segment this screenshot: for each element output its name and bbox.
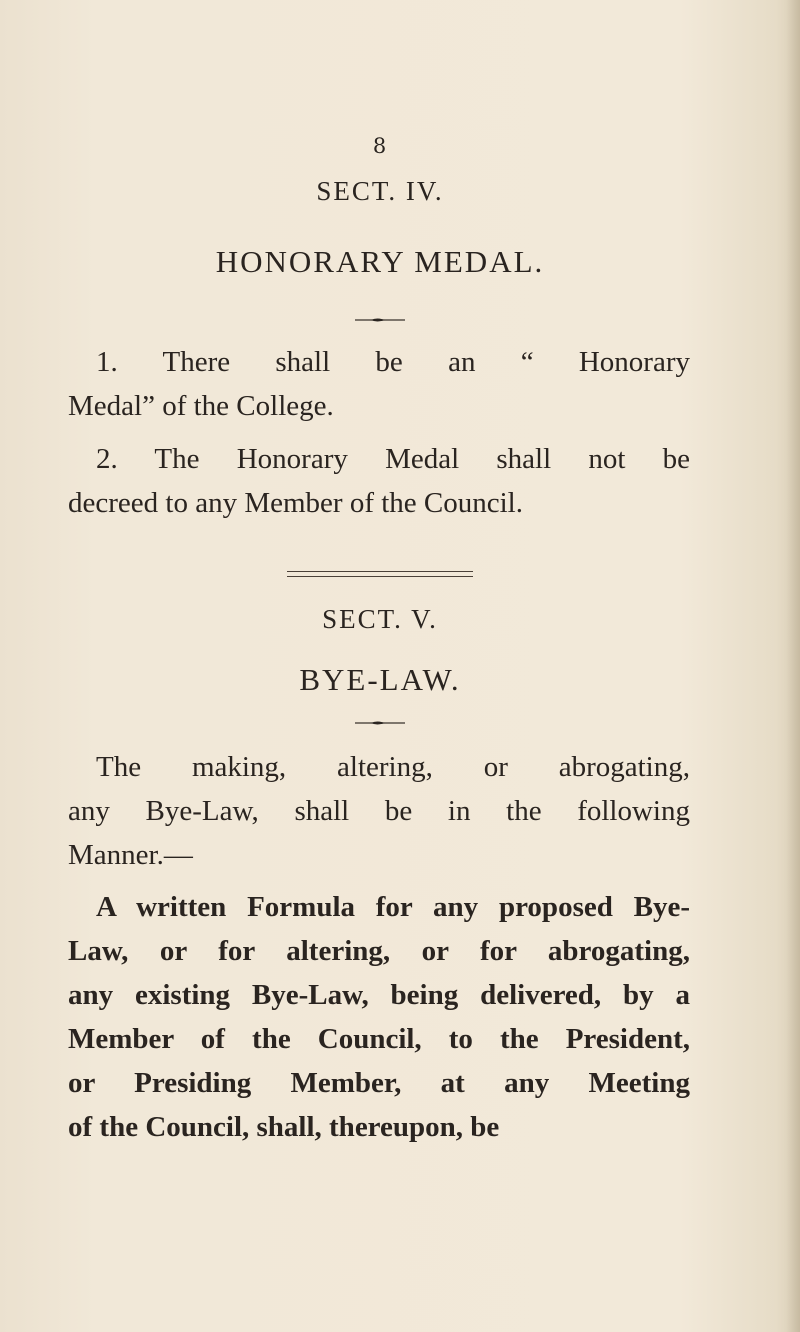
- paragraph-line: A written Formula for any proposed Bye-: [96, 891, 690, 923]
- section-5-paragraph-2: [68, 885, 690, 1149]
- paragraph-line: Medal” of the College.: [68, 390, 334, 422]
- section-4-paragraph-2: [68, 437, 690, 525]
- paragraph-line: decreed to any Member of the Council.: [68, 487, 523, 519]
- page-number: 8: [372, 134, 388, 158]
- section-5-paragraph-1: [68, 745, 690, 877]
- paragraph-line: Law, or for altering, or for abrogating,: [68, 935, 690, 967]
- paragraph-line: 2. The Honorary Medal shall not be: [96, 443, 690, 475]
- paragraph-line: any existing Bye-Law, being delivered, by a: [68, 979, 690, 1011]
- section-4-label: SECT. IV.: [316, 176, 444, 206]
- page-edge-shadow: [786, 0, 800, 1332]
- section-4-paragraph-1: [68, 340, 690, 428]
- paragraph-line: Manner.—: [68, 839, 193, 871]
- dash-ornament-icon: [355, 316, 405, 324]
- paragraph-line: The making, altering, or abrogating,: [96, 751, 690, 783]
- dash-ornament-icon: [355, 719, 405, 727]
- paragraph-line: Member of the Council, to the President,: [68, 1023, 690, 1055]
- section-divider-rule: [287, 571, 473, 577]
- section-5-title: BYE-LAW.: [299, 662, 461, 697]
- paragraph-line: 1. There shall be an “ Honorary: [96, 346, 690, 378]
- section-5-ornament: [0, 719, 760, 727]
- section-5-label: SECT. V.: [322, 604, 438, 634]
- paragraph-line: of the Council, shall, thereupon, be: [68, 1111, 500, 1143]
- section-4-title: HONORARY MEDAL.: [215, 244, 545, 279]
- paragraph-line: any Bye-Law, shall be in the following: [68, 795, 690, 827]
- section-4-ornament: [0, 316, 760, 324]
- paragraph-line: or Presiding Member, at any Meeting: [68, 1067, 690, 1099]
